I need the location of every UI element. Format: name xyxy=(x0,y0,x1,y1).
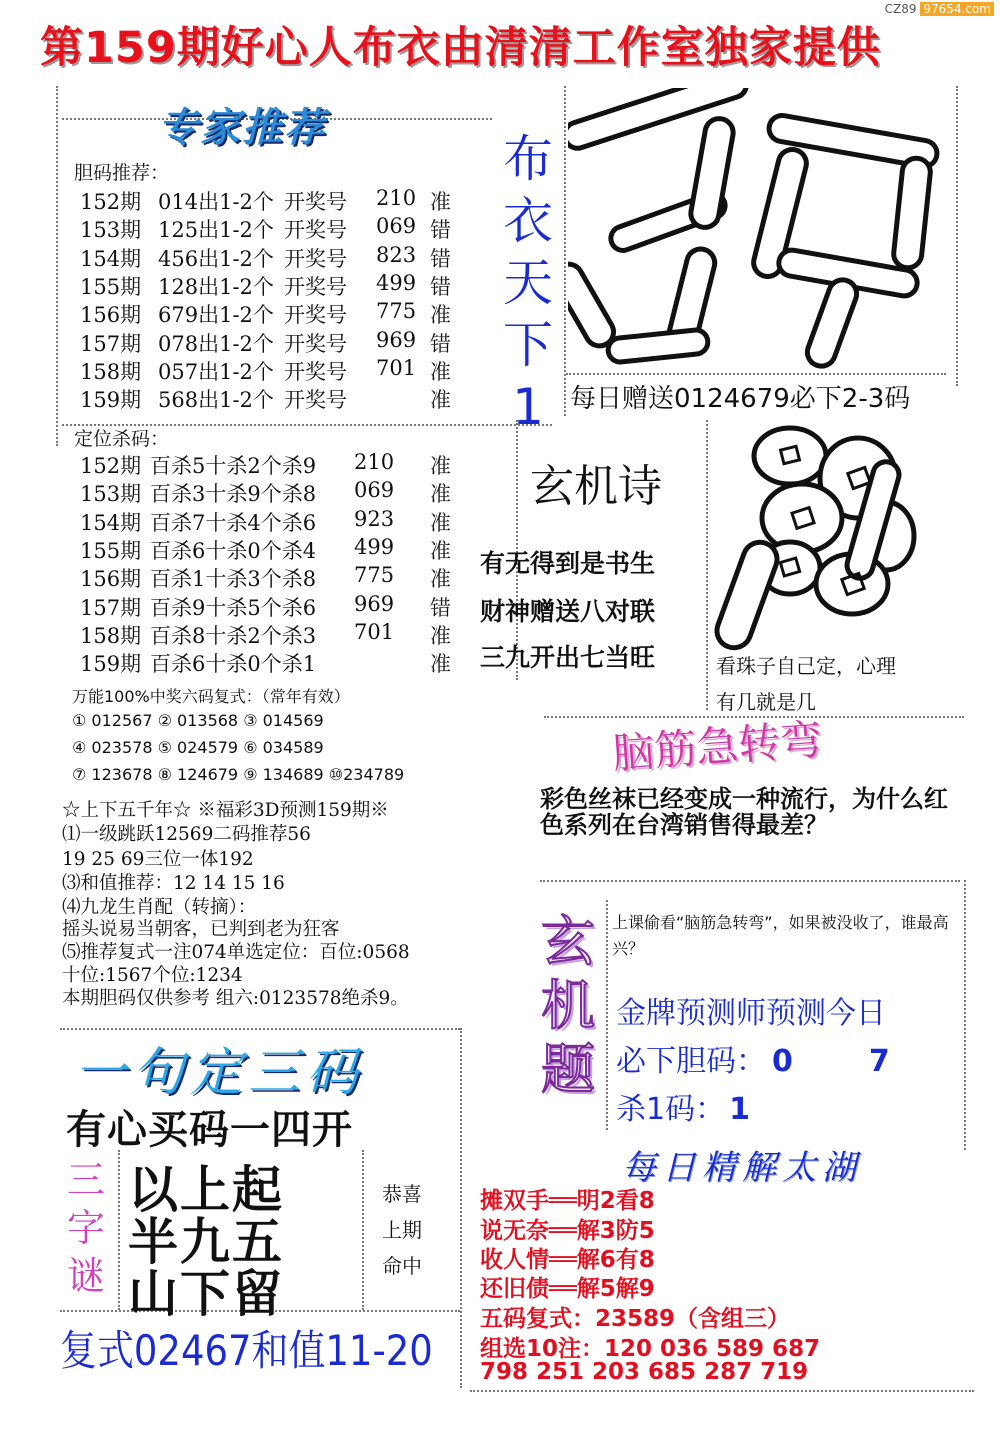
kill-cell-result: 准 xyxy=(430,623,451,648)
poem-note: 有几就是几 xyxy=(716,690,816,714)
forecast-line: ⑷九龙生肖配（转摘）： xyxy=(62,897,257,918)
kill-cell-period: 159期 xyxy=(80,652,142,677)
riddle-vertical xyxy=(536,910,600,1102)
dan-cell-label: 开奖号 xyxy=(284,331,347,356)
kill-cell-result: 准 xyxy=(430,538,451,563)
dan-cell-result: 错 xyxy=(430,331,451,356)
dan-cell-pick: 014出1-2个 xyxy=(158,190,274,214)
dan-cell-period: 153期 xyxy=(80,218,142,243)
dan-cell-label: 开奖号 xyxy=(284,274,347,299)
big-digits-graphic xyxy=(568,88,948,372)
kill-cell-pick: 百杀8十杀2个杀3 xyxy=(150,623,317,648)
hit-text: 上期 xyxy=(382,1218,422,1242)
poem-title: 玄机诗 xyxy=(530,461,662,512)
hit-text: 恭喜 xyxy=(382,1182,422,1206)
hit-text: 命中 xyxy=(382,1254,422,1278)
zimi-line: 以上起 xyxy=(128,1160,284,1219)
divider xyxy=(540,880,960,882)
kill-cell-num: 499 xyxy=(354,534,395,559)
taihu-line: 收人情══解6有8 xyxy=(480,1247,655,1273)
zimi-char: 三 xyxy=(66,1158,105,1202)
watermark xyxy=(885,2,994,16)
buyi-char: 天 xyxy=(503,254,553,312)
dan-cell-period: 152期 xyxy=(80,190,142,214)
dan-cell-num: 069 xyxy=(376,214,417,239)
watermark-site: 97654.com xyxy=(920,2,994,16)
kill-cell-pick: 百杀7十杀4个杀6 xyxy=(150,510,317,535)
kill-cell-pick: 百杀1十杀3个杀8 xyxy=(150,567,317,592)
poem-note: 看珠子自己定，心理 xyxy=(716,654,896,678)
fushi-line: 复式02467和值11-20 xyxy=(60,1326,433,1375)
dan-cell-label: 开奖号 xyxy=(284,246,347,271)
kill-cell-result: 准 xyxy=(430,454,451,478)
forecast-line: ☆上下五千年☆ ※福彩3D预测159期※ xyxy=(62,800,389,821)
combo-title: 万能100%中奖六码复式：（常年有效） xyxy=(72,687,350,706)
poem-line: 三九开出七当旺 xyxy=(480,643,656,672)
zimi-line: 半九五 xyxy=(128,1212,284,1271)
kill-cell-result: 准 xyxy=(430,652,451,677)
riddle-char: 玄 xyxy=(541,910,595,973)
forecast-line: 摇头说易当朝客，已判到老为狂客 xyxy=(62,919,340,940)
kill-cell-pick: 百杀6十杀0个杀1 xyxy=(150,652,317,677)
dan-cell-result: 错 xyxy=(430,218,451,243)
kill-cell-pick: 百杀3十杀9个杀8 xyxy=(150,482,317,507)
kill-cell-num: 775 xyxy=(354,563,395,588)
forecast-line: ⑴一级跳跃12569二码推荐56 xyxy=(62,824,311,845)
dan-cell-result: 准 xyxy=(430,190,451,214)
kill-cell-num: 210 xyxy=(354,450,395,474)
kill-cell-pick: 百杀5十杀2个杀9 xyxy=(150,454,317,478)
riddle-text: 上课偷看“脑筋急转弯”，如果被没收了，谁最高兴？ xyxy=(612,913,949,958)
combo-line: ① 012567 ② 013568 ③ 014569 xyxy=(72,711,324,730)
buyi-char: 1 xyxy=(512,378,544,436)
coin-string-graphic xyxy=(710,420,950,660)
zimi-vertical xyxy=(62,1156,110,1300)
dan-cell-pick: 456出1-2个 xyxy=(158,246,274,271)
kill-cell-num: 701 xyxy=(354,619,395,644)
watermark-prefix: CZ89 xyxy=(884,2,917,16)
brain-teaser-title: 脑筋急转弯 xyxy=(610,714,824,779)
gold-dan-a: 0 xyxy=(772,1044,793,1079)
taihu-line: 组选10注：120 036 589 687 xyxy=(480,1336,821,1362)
forecast-line: ⑸推荐复式一注074单选定位：百位:0568 xyxy=(62,942,410,963)
kill-cell-num: 923 xyxy=(354,506,395,531)
dan-cell-pick: 057出1-2个 xyxy=(158,359,274,384)
kill-cell-result: 准 xyxy=(430,510,451,535)
dan-cell-num: 775 xyxy=(376,299,417,324)
daily-gift: 每日赠送0124679必下2-3码 xyxy=(570,384,911,414)
taihu-line: 还旧债══解5解9 xyxy=(480,1276,655,1302)
zimi-char: 字 xyxy=(66,1206,105,1250)
dan-cell-num: 499 xyxy=(376,270,417,295)
divider xyxy=(56,86,58,446)
dan-cell-result: 错 xyxy=(430,274,451,299)
kill-label: 定位杀码： xyxy=(74,428,170,450)
kill-cell-period: 155期 xyxy=(80,538,142,563)
dan-cell-pick: 125出1-2个 xyxy=(158,218,274,243)
divider xyxy=(606,900,608,1130)
forecast-line: 19 25 69三位一体192 xyxy=(62,849,254,870)
dan-cell-period: 159期 xyxy=(80,388,142,413)
forecast-line: ⑶和值推荐：12 14 15 16 xyxy=(62,873,285,894)
taihu-line: 798 251 203 685 287 719 xyxy=(480,1359,809,1385)
kill-cell-period: 157期 xyxy=(80,595,142,620)
forecast-line: 本期胆码仅供参考 组六:0123578绝杀9。 xyxy=(62,988,409,1009)
dan-cell-pick: 078出1-2个 xyxy=(158,331,274,356)
dan-cell-label: 开奖号 xyxy=(284,388,347,413)
taihu-line: 摊双手══明2看8 xyxy=(480,1188,655,1214)
divider xyxy=(460,1028,462,1388)
forecast-line: 十位:1567个位:1234 xyxy=(62,965,243,986)
divider xyxy=(118,1150,120,1310)
kill-cell-pick: 百杀9十杀5个杀6 xyxy=(150,595,317,620)
kill-cell-period: 156期 xyxy=(80,567,142,592)
kill-cell-period: 158期 xyxy=(80,623,142,648)
divider xyxy=(706,420,708,710)
divider xyxy=(470,1390,974,1392)
kill-cell-pick: 百杀6十杀0个杀4 xyxy=(150,538,317,563)
dan-cell-label: 开奖号 xyxy=(284,218,347,243)
dan-cell-pick: 679出1-2个 xyxy=(158,303,274,328)
one-sentence-title: 一句定三码 xyxy=(74,1043,365,1103)
dan-cell-result: 准 xyxy=(430,359,451,384)
gold-dan-label: 必下胆码： xyxy=(616,1044,766,1079)
riddle-char: 机 xyxy=(541,974,595,1037)
dan-cell-period: 155期 xyxy=(80,274,142,299)
dan-cell-result: 准 xyxy=(430,388,451,413)
dan-label: 胆码推荐： xyxy=(74,162,170,184)
combo-line: ④ 023578 ⑤ 024579 ⑥ 034589 xyxy=(72,738,324,757)
one-sentence-line: 有心买码一四开 xyxy=(66,1107,353,1153)
buyi-char: 衣 xyxy=(503,192,553,250)
dan-cell-period: 158期 xyxy=(80,359,142,384)
divider xyxy=(564,86,566,416)
buyi-vertical xyxy=(494,128,562,438)
brain-teaser-question: 彩色丝袜已经变成一种流行，为什么红色系列在台湾销售得最差？ xyxy=(540,785,948,839)
divider xyxy=(964,880,966,1150)
kill-cell-period: 153期 xyxy=(80,482,142,507)
riddle-char: 题 xyxy=(541,1038,595,1101)
dan-cell-result: 错 xyxy=(430,246,451,271)
divider xyxy=(566,373,946,375)
dan-cell-result: 准 xyxy=(430,303,451,328)
poem-line: 有无得到是书生 xyxy=(480,549,656,578)
zimi-line: 山下留 xyxy=(128,1264,284,1323)
buyi-char: 布 xyxy=(503,130,553,188)
taihu-line: 五码复式：23589（含组三） xyxy=(480,1306,791,1332)
kill-cell-num: 969 xyxy=(354,591,395,616)
kill-cell-result: 准 xyxy=(430,567,451,592)
dan-cell-num: 969 xyxy=(376,327,417,352)
kill-cell-result: 错 xyxy=(430,595,451,620)
zimi-char: 谜 xyxy=(66,1254,105,1298)
page-title: 第159期好心人布衣由清清工作室独家提供 xyxy=(40,23,881,73)
dan-cell-period: 156期 xyxy=(80,303,142,328)
expert-title: 专家推荐 xyxy=(158,105,326,151)
kill-cell-num: 069 xyxy=(354,478,395,503)
gold-forecast-kill xyxy=(616,1084,750,1128)
dan-cell-num: 210 xyxy=(376,186,417,210)
divider xyxy=(362,1150,364,1310)
kill-cell-result: 准 xyxy=(430,482,451,507)
gold-dan-b: 7 xyxy=(868,1044,890,1079)
gold-kill-label: 杀1码： xyxy=(616,1092,726,1127)
buyi-char: 下 xyxy=(503,316,553,374)
taihu-line: 说无奈══解3防5 xyxy=(480,1218,655,1244)
dan-cell-pick: 128出1-2个 xyxy=(158,274,274,299)
combo-line: ⑦ 123678 ⑧ 124679 ⑨ 134689 ⑩234789 xyxy=(72,765,405,784)
dan-cell-pick: 568出1-2个 xyxy=(158,388,274,413)
gold-kill-val: 1 xyxy=(729,1092,750,1127)
gold-forecast-dan xyxy=(616,1036,890,1080)
divider xyxy=(956,86,958,386)
dan-cell-num: 701 xyxy=(376,355,417,380)
dan-cell-num: 823 xyxy=(376,242,417,267)
dan-cell-label: 开奖号 xyxy=(284,190,347,214)
dan-cell-period: 157期 xyxy=(80,331,142,356)
poem-line: 财神赠送八对联 xyxy=(480,597,656,626)
gold-forecast-title: 金牌预测师预测今日 xyxy=(616,996,886,1031)
taihu-title: 每日精解太湖 xyxy=(622,1148,862,1188)
kill-cell-period: 152期 xyxy=(80,454,142,478)
dan-cell-label: 开奖号 xyxy=(284,303,347,328)
dan-cell-period: 154期 xyxy=(80,246,142,271)
dan-cell-label: 开奖号 xyxy=(284,359,347,384)
kill-cell-period: 154期 xyxy=(80,510,142,535)
